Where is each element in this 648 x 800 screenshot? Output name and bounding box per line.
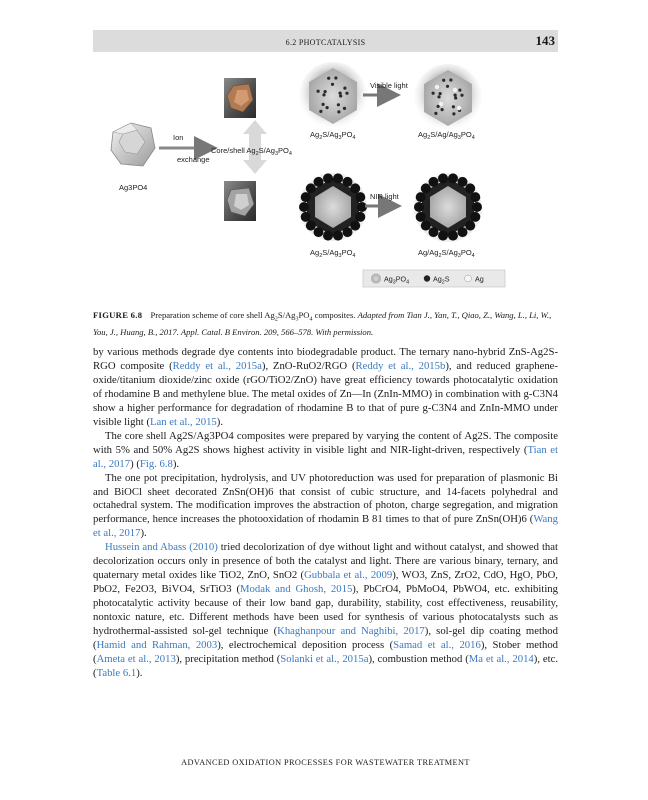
particle <box>339 94 342 97</box>
paragraph-text: ), combustion method ( <box>368 652 469 665</box>
figure-caption <box>93 309 558 338</box>
ag2s-bead <box>448 173 458 183</box>
ag2s-bead <box>301 212 311 222</box>
paragraph-text: ) ( <box>130 457 140 470</box>
particle <box>439 92 442 95</box>
page-footer: ADVANCED OXIDATION PROCESSES FOR WASTEWATER TREATMENT <box>181 758 470 767</box>
citation-link[interactable]: Lan et al., 2015 <box>150 415 217 428</box>
composite-bottom-right <box>414 173 482 242</box>
particle <box>322 103 325 106</box>
body-text <box>93 346 558 681</box>
legend-ag2s: $Ag_2S$ <box>433 274 450 286</box>
caption-label: FIGURE 6.8 <box>93 310 143 320</box>
ag2s-bead <box>421 221 431 231</box>
ag2s-bead <box>465 221 475 231</box>
composite-top-left <box>299 62 367 130</box>
paragraph-text: ), WO3, ZnS, ZrO2, CdO, HgO, PbO, PbO2, Fe2O3, BiVO4, SrTiO3 ( <box>93 569 558 596</box>
particle <box>449 78 452 81</box>
citation-link[interactable]: Samad et al., 2016 <box>393 639 481 652</box>
paragraph-text: The core shell Ag2S/Ag3PO4 composites were prepared by varying the content of Ag2S. The composite with 5% and 50% Ag2S shows highest activity in visible light and NIR-light-driven, respectively ( <box>93 429 558 456</box>
particle <box>345 92 348 95</box>
particle <box>337 110 340 113</box>
citation-link[interactable]: Reddy et al., 2015a <box>172 359 262 372</box>
paragraph-text: ), sol-gel dip coating method ( <box>93 625 558 652</box>
particle <box>454 94 457 97</box>
citation-link[interactable]: Reddy et al., 2015b <box>355 359 446 372</box>
ag2s-bead <box>299 202 309 212</box>
citation-link[interactable]: Tian et al., 2017 <box>93 443 558 470</box>
label-bottom-left: $Ag_2S/Ag_3PO_4$ <box>310 248 356 259</box>
ag2s-bead <box>470 212 480 222</box>
legend-ag: Ag <box>475 274 484 284</box>
particle <box>339 92 342 95</box>
particle <box>334 76 337 79</box>
particle <box>331 83 334 86</box>
paragraph <box>93 346 558 430</box>
composite-bottom-left <box>299 173 367 241</box>
particle <box>432 92 435 95</box>
particle <box>317 90 320 93</box>
label-ion: Ion <box>173 133 184 142</box>
label-ag3po4: Ag3PO4 <box>119 183 148 192</box>
legend-swatch-ag3po4 <box>371 274 381 284</box>
label-core-shell: Core/shell $Ag_2S/Ag_3PO_4$ <box>211 146 292 157</box>
legend-swatch-ag <box>465 275 472 282</box>
particle <box>326 106 329 109</box>
legend-swatch-ag2s <box>424 275 430 281</box>
label-bottom-right: $Ag/Ag_2S/Ag_3PO_4$ <box>418 248 475 259</box>
ag2s-bead <box>343 227 353 237</box>
paragraph-text: ), precipitation method ( <box>175 652 281 665</box>
paragraph-text: ), electrochemical deposition process ( <box>217 639 394 652</box>
label-visible-light: Visible light <box>370 81 408 90</box>
particle <box>343 107 346 110</box>
particle <box>458 89 461 92</box>
caption-text: Preparation scheme of core shell $Ag_2S/Ag_3PO_4$ composites. <box>150 310 356 323</box>
paragraph-text: ). <box>140 527 147 540</box>
paragraph-text: ). <box>136 666 143 679</box>
citation-link[interactable]: Table 6.1 <box>96 666 137 679</box>
citation-link[interactable]: Fig. 6.8 <box>139 457 173 470</box>
ag2s-bead <box>306 221 316 231</box>
particle <box>337 103 340 106</box>
ag2s-bead <box>350 183 360 193</box>
ag2s-bead <box>416 192 426 202</box>
paragraph-text: tried decolorization of dye without light and without catalyst, and showed that decolorization occurs only in presence of both the catalyst and light. There are various binary, ternary, and quaternary metal oxides like TiO2, ZnO, SnO2 ( <box>93 541 558 582</box>
ag2s-bead <box>355 192 365 202</box>
core-shell-photo-bottom <box>224 181 256 221</box>
ag2s-bead <box>465 183 475 193</box>
citation-link[interactable]: Wang et al., 2017 <box>93 513 558 540</box>
citation-link[interactable]: Hamid and Rahman, 2003 <box>96 639 218 652</box>
ag2s-bead <box>458 177 468 187</box>
ag2s-bead <box>355 212 365 222</box>
ag2s-bead <box>343 177 353 187</box>
figure-6-8 <box>93 60 558 300</box>
composite-top-right <box>414 64 482 132</box>
header-bar <box>93 30 558 52</box>
ag2s-bead <box>323 231 333 241</box>
citation-link[interactable]: Ameta et al., 2013 <box>96 652 176 665</box>
particle <box>437 95 440 98</box>
ag2s-bead <box>350 221 360 231</box>
ag2s-bead <box>429 177 439 187</box>
particle <box>322 93 325 96</box>
ag2s-bead <box>429 227 439 237</box>
paragraph-text: ). <box>172 457 180 470</box>
label-top-left: $Ag_2S/Ag_3PO_4$ <box>310 130 356 141</box>
particle <box>319 110 322 113</box>
ag2s-bead <box>421 183 431 193</box>
paragraph-text: ), Stober method ( <box>93 639 559 665</box>
citation-link[interactable]: Khaghanpour and Naghibi, 2017 <box>277 625 425 638</box>
particle <box>327 77 330 80</box>
citation-link[interactable]: Hussein and Abass (2010) <box>105 541 218 554</box>
ag2s-bead <box>306 183 316 193</box>
particle <box>452 112 455 115</box>
paragraph-text: ). <box>216 415 224 428</box>
ag2s-bead <box>333 173 343 183</box>
paragraph-text: ), PbCrO4, PbMoO4, PbWO4, etc. exhibiting photocatalytic activity because of their low band gap, durability, stability, cost effectiveness, reusability, nontoxic nature, etc. Different methods have been used for synthesis of various photocatalysts such as hydrothermal-assisted sol-gel technique ( <box>93 583 558 638</box>
particle <box>434 112 437 115</box>
particle <box>324 90 327 93</box>
citation-link[interactable]: Ma et al., 2014 <box>468 652 534 665</box>
label-nir-light: NIR light <box>370 192 399 201</box>
particle <box>441 108 444 111</box>
paragraph-text: ), etc. ( <box>93 652 558 679</box>
ag2s-bead <box>458 227 468 237</box>
paragraph <box>93 541 558 681</box>
paragraph <box>93 430 558 472</box>
citation-link[interactable]: Modak and Ghosh, 2015 <box>240 583 353 596</box>
ag2s-bead <box>323 173 333 183</box>
paragraph-text: The one pot precipitation, hydrolysis, and UV photoreduction was used for preparation of plasmonic Bi and BiOCl sheet decorated ZnSn(OH)6 that consist of cubic structure, and 14-facets polyhedral and octahedral system. The modification improves the abstraction of photon, charge segregation, and migration performance, hence increases the photooxidation of rhodamin B 81 times to that of pure ZnSn(OH)6 ( <box>93 471 558 526</box>
ag2s-bead <box>333 231 343 241</box>
running-head: 6.2 PHOTCATALYSIS <box>285 38 366 47</box>
ag2s-bead <box>472 202 482 212</box>
paragraph-text: ), ZnO-RuO2/RGO ( <box>261 359 356 372</box>
label-exchange: exchange <box>177 155 210 164</box>
ag2s-bead <box>301 192 311 202</box>
particle <box>452 105 455 108</box>
ag2s-bead <box>314 227 324 237</box>
core-shell-photo-top <box>224 78 256 118</box>
paragraph <box>93 472 558 542</box>
particle <box>454 96 457 99</box>
particle <box>446 85 449 88</box>
ag2s-bead <box>438 231 448 241</box>
paragraph-text: by various methods degrade dye contents into biodegradable product. The ternary nano-hybrid ZnS-Ag2S-RGO composite ( <box>93 346 558 372</box>
ag2s-bead <box>448 231 458 241</box>
ag2s-bead <box>416 212 426 222</box>
ag3po4-crystal-image <box>111 123 155 166</box>
ag2s-bead <box>314 177 324 187</box>
legend-ag3po4: $Ag_3PO_4$ <box>384 274 410 286</box>
ag2s-bead <box>470 192 480 202</box>
page-number: 143 <box>535 33 555 48</box>
paragraph-text: ), and reduced graphene-oxide/titanium dioxide/zinc oxide (rGO/TiO2/ZnO) have great efficiency towards photocatalytic oxidation of rhodamine B and methylene blue. The metal oxides of Zn—In (ZnIn-MMO) in combination with g-C3N4 show a higher performance for degradation of rhodamine B to that of pure g-C3N4 and ZnIn-MMO under visible light ( <box>93 359 558 428</box>
particle <box>442 79 445 82</box>
ag2s-bead <box>414 202 424 212</box>
ag2s-bead <box>438 173 448 183</box>
citation-link[interactable]: Gubbala et al., 2009 <box>304 569 393 582</box>
label-top-right: $Ag_2S/Ag/Ag_3PO_4$ <box>418 130 475 141</box>
caption-source: Adapted from Tian J., Yan, T., Qiao, Z., Wang, L., Li, W., You, J., Huang, B., 2017. Appl. Catal. B Environ. 209, 566–578. With permission. <box>93 310 552 337</box>
particle <box>343 87 346 90</box>
figure-legend <box>363 270 505 287</box>
particle <box>460 94 463 97</box>
citation-link[interactable]: Solanki et al., 2015a <box>280 652 369 665</box>
